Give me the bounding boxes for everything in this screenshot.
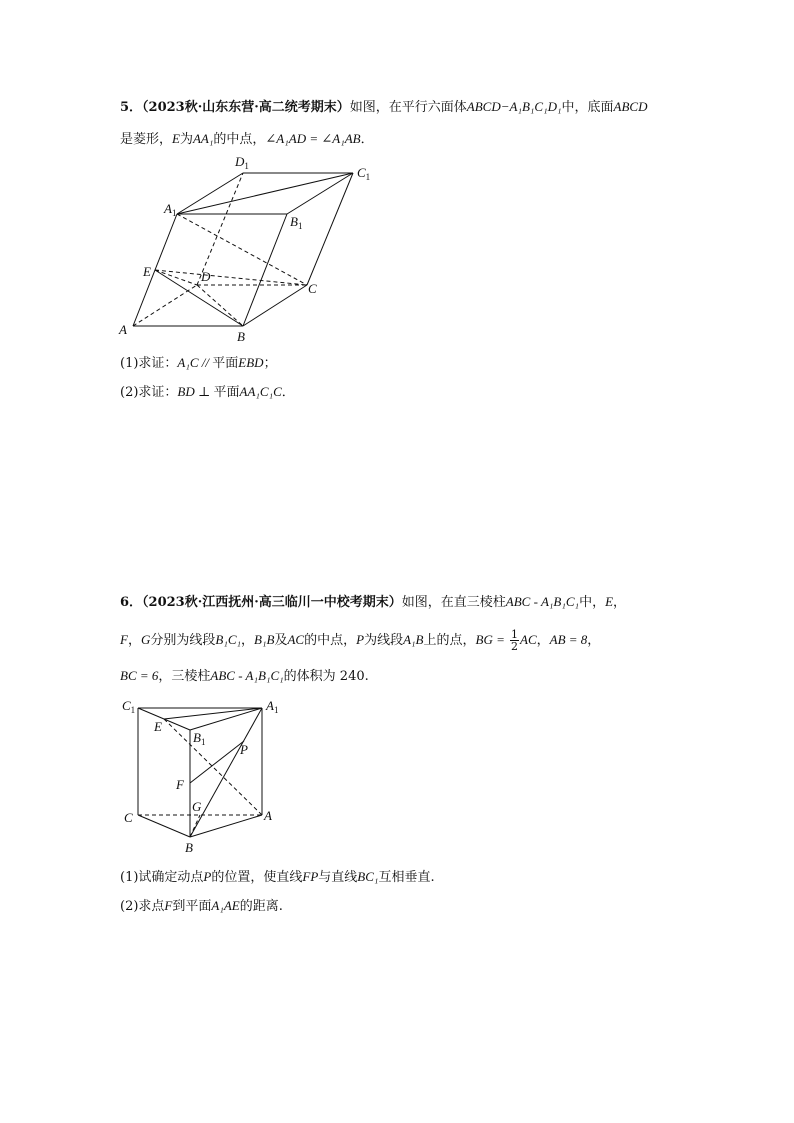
hidden-d-b bbox=[197, 285, 243, 326]
q6-part2-f: F bbox=[164, 898, 173, 913]
q5-solid-name: ABCD−A₁B₁C₁D₁ bbox=[466, 99, 562, 114]
diag-a1-c1 bbox=[177, 173, 353, 214]
label-e: E bbox=[143, 264, 151, 279]
q6-line-1 bbox=[120, 593, 626, 612]
q6-point-f: F bbox=[120, 632, 128, 647]
q6-part1-fp: FP bbox=[302, 869, 319, 884]
q6-text: 及 bbox=[274, 633, 288, 648]
q6-text: 中， bbox=[579, 595, 606, 610]
label-b: B bbox=[237, 329, 245, 344]
q5-line-1 bbox=[120, 98, 648, 117]
q6-seg-a1b: A₁B bbox=[403, 632, 424, 647]
q6-ab-value: AB = 8 bbox=[549, 632, 588, 647]
q6-part1-bc1: BC₁ bbox=[357, 869, 379, 884]
edge-b1-c1 bbox=[287, 173, 353, 214]
q6-seg-ac: AC bbox=[287, 632, 305, 647]
q6-point-g: G bbox=[140, 632, 151, 647]
q6-text: ， bbox=[127, 633, 141, 648]
q6-part2-text: 的距离. bbox=[239, 899, 283, 914]
q5-part1-math2: EBD bbox=[238, 355, 264, 370]
label-a: A bbox=[119, 322, 127, 337]
q5-part-2 bbox=[120, 383, 295, 402]
q5-part-1 bbox=[120, 354, 277, 373]
label-a1: $A_1$ bbox=[164, 201, 177, 218]
label-p: P bbox=[240, 742, 248, 757]
q5-part1-plane: 平面 bbox=[212, 356, 239, 371]
q6-part2-text: (2)求点 bbox=[120, 899, 165, 914]
q5-point-e: E bbox=[172, 131, 180, 146]
q6-part1-text: 互相垂直. bbox=[378, 870, 435, 885]
q6-text: 的体积为 240. bbox=[283, 669, 369, 684]
q5-text: 是菱形， bbox=[120, 132, 173, 147]
q5-text: 为 bbox=[179, 132, 193, 147]
hidden-a-d bbox=[133, 285, 197, 326]
q6-text: 如图，在直三棱柱 bbox=[401, 595, 506, 610]
q6-frac-num: 1 bbox=[511, 628, 518, 641]
edge-a1-d1 bbox=[177, 173, 243, 214]
q6-text: ， bbox=[613, 595, 627, 610]
q5-text: 如图，在平行六面体 bbox=[349, 100, 467, 115]
label-c1: $C_1$ bbox=[357, 165, 371, 182]
hidden-e-c bbox=[155, 270, 307, 285]
q6-line-2 bbox=[120, 629, 600, 652]
edge-b-b1 bbox=[243, 214, 287, 326]
q5-base-name: ABCD bbox=[613, 99, 648, 114]
q6-part2-text: 到平面 bbox=[172, 899, 212, 914]
q6-point-p: P bbox=[356, 632, 365, 647]
q6-text: ，三棱柱 bbox=[158, 669, 211, 684]
q6-part1-text: 与直线 bbox=[318, 870, 358, 885]
q6-fraction bbox=[510, 629, 519, 652]
q6-part2-plane: A₁AE bbox=[211, 898, 240, 913]
seg-f-p bbox=[190, 741, 244, 783]
q5-text: 中，底面 bbox=[561, 100, 614, 115]
edge-c-c1 bbox=[307, 173, 353, 285]
q6-prism-name: ABC - A₁B₁C₁ bbox=[505, 594, 580, 609]
q6-source: （2023秋·江西抚州·高三临川一中校考期末） bbox=[142, 595, 402, 610]
label-b: B bbox=[185, 840, 193, 855]
q6-text: ， bbox=[536, 633, 550, 648]
q6-part-1 bbox=[120, 868, 435, 887]
q6-frac-den: 2 bbox=[511, 640, 518, 653]
q6-bg-rhs: AC bbox=[520, 632, 537, 647]
q5-text: ． bbox=[360, 132, 374, 147]
q6-prism-name-2: ABC - A₁B₁C₁ bbox=[210, 668, 284, 683]
seg-e-b bbox=[155, 270, 243, 326]
q5-part2-math: BD ⊥ bbox=[177, 384, 214, 399]
q6-text: ， bbox=[241, 633, 255, 648]
q6-number: 6． bbox=[120, 595, 143, 610]
q5-segment: AA₁ bbox=[192, 131, 214, 146]
q6-text: 分别为线段 bbox=[150, 633, 216, 648]
q5-part2-end: ． bbox=[281, 385, 295, 400]
q6-text: 上的点， bbox=[423, 633, 476, 648]
q6-part-2 bbox=[120, 897, 283, 916]
q6-bc-value: BC = 6 bbox=[120, 668, 159, 683]
edge-c1-b1 bbox=[138, 708, 190, 730]
edge-b1-a1 bbox=[190, 708, 262, 730]
q5-part2-prefix: (2)求证： bbox=[120, 385, 178, 400]
q5-source: （2023秋·山东东营·高二统考期末） bbox=[142, 100, 350, 115]
q6-point-e: E bbox=[605, 594, 614, 609]
seg-b-a1 bbox=[190, 708, 262, 837]
label-d1: $D_1$ bbox=[235, 154, 249, 171]
q5-part2-math2: AA₁C₁C bbox=[239, 384, 282, 399]
q5-number: 5． bbox=[120, 100, 143, 115]
edge-a-a1 bbox=[133, 214, 177, 326]
q6-seg-b1c1: B₁C₁ bbox=[215, 632, 242, 647]
q5-line-2 bbox=[120, 130, 374, 149]
q5-part2-plane: 平面 bbox=[213, 385, 240, 400]
label-e: E bbox=[154, 719, 162, 734]
label-c: C bbox=[308, 281, 317, 296]
label-d: D bbox=[201, 269, 211, 284]
q6-text: 的中点， bbox=[304, 633, 357, 648]
q5-part1-math: A₁C // bbox=[177, 355, 213, 370]
hidden-e-d bbox=[155, 270, 197, 285]
label-b1: $B_1$ bbox=[290, 214, 303, 231]
q6-part1-text: (1)试确定动点 bbox=[120, 870, 204, 885]
q5-angle-condition: ∠A₁AD = ∠A₁AB bbox=[265, 131, 361, 146]
q6-text: 为线段 bbox=[364, 633, 404, 648]
label-a: A bbox=[264, 808, 272, 823]
label-c1: $C_1$ bbox=[122, 698, 136, 715]
q5-part1-end: ； bbox=[263, 356, 277, 371]
q6-bg-lhs: BG = bbox=[475, 632, 505, 647]
edge-c-b bbox=[138, 815, 190, 837]
hidden-d-d1 bbox=[197, 173, 243, 285]
label-f: F bbox=[176, 777, 184, 792]
q6-text: ， bbox=[587, 633, 601, 648]
q6-part1-p: P bbox=[203, 869, 212, 884]
q6-line-3 bbox=[120, 667, 369, 686]
hidden-a1-c bbox=[177, 214, 307, 285]
label-b1: $B_1$ bbox=[193, 730, 206, 747]
seg-e-a1 bbox=[164, 708, 262, 719]
q6-seg-b1b: B₁B bbox=[254, 632, 275, 647]
label-c: C bbox=[124, 810, 133, 825]
q5-part1-prefix: (1)求证： bbox=[120, 356, 178, 371]
edge-b-a bbox=[190, 815, 262, 837]
q6-part1-text: 的位置，使直线 bbox=[211, 870, 303, 885]
hidden-e-a bbox=[164, 719, 262, 815]
q5-text: 的中点， bbox=[213, 132, 266, 147]
hidden-b-g bbox=[190, 815, 200, 837]
label-g: G bbox=[192, 799, 202, 814]
label-a1: $A_1$ bbox=[266, 698, 279, 715]
edge-b-c bbox=[243, 285, 307, 326]
